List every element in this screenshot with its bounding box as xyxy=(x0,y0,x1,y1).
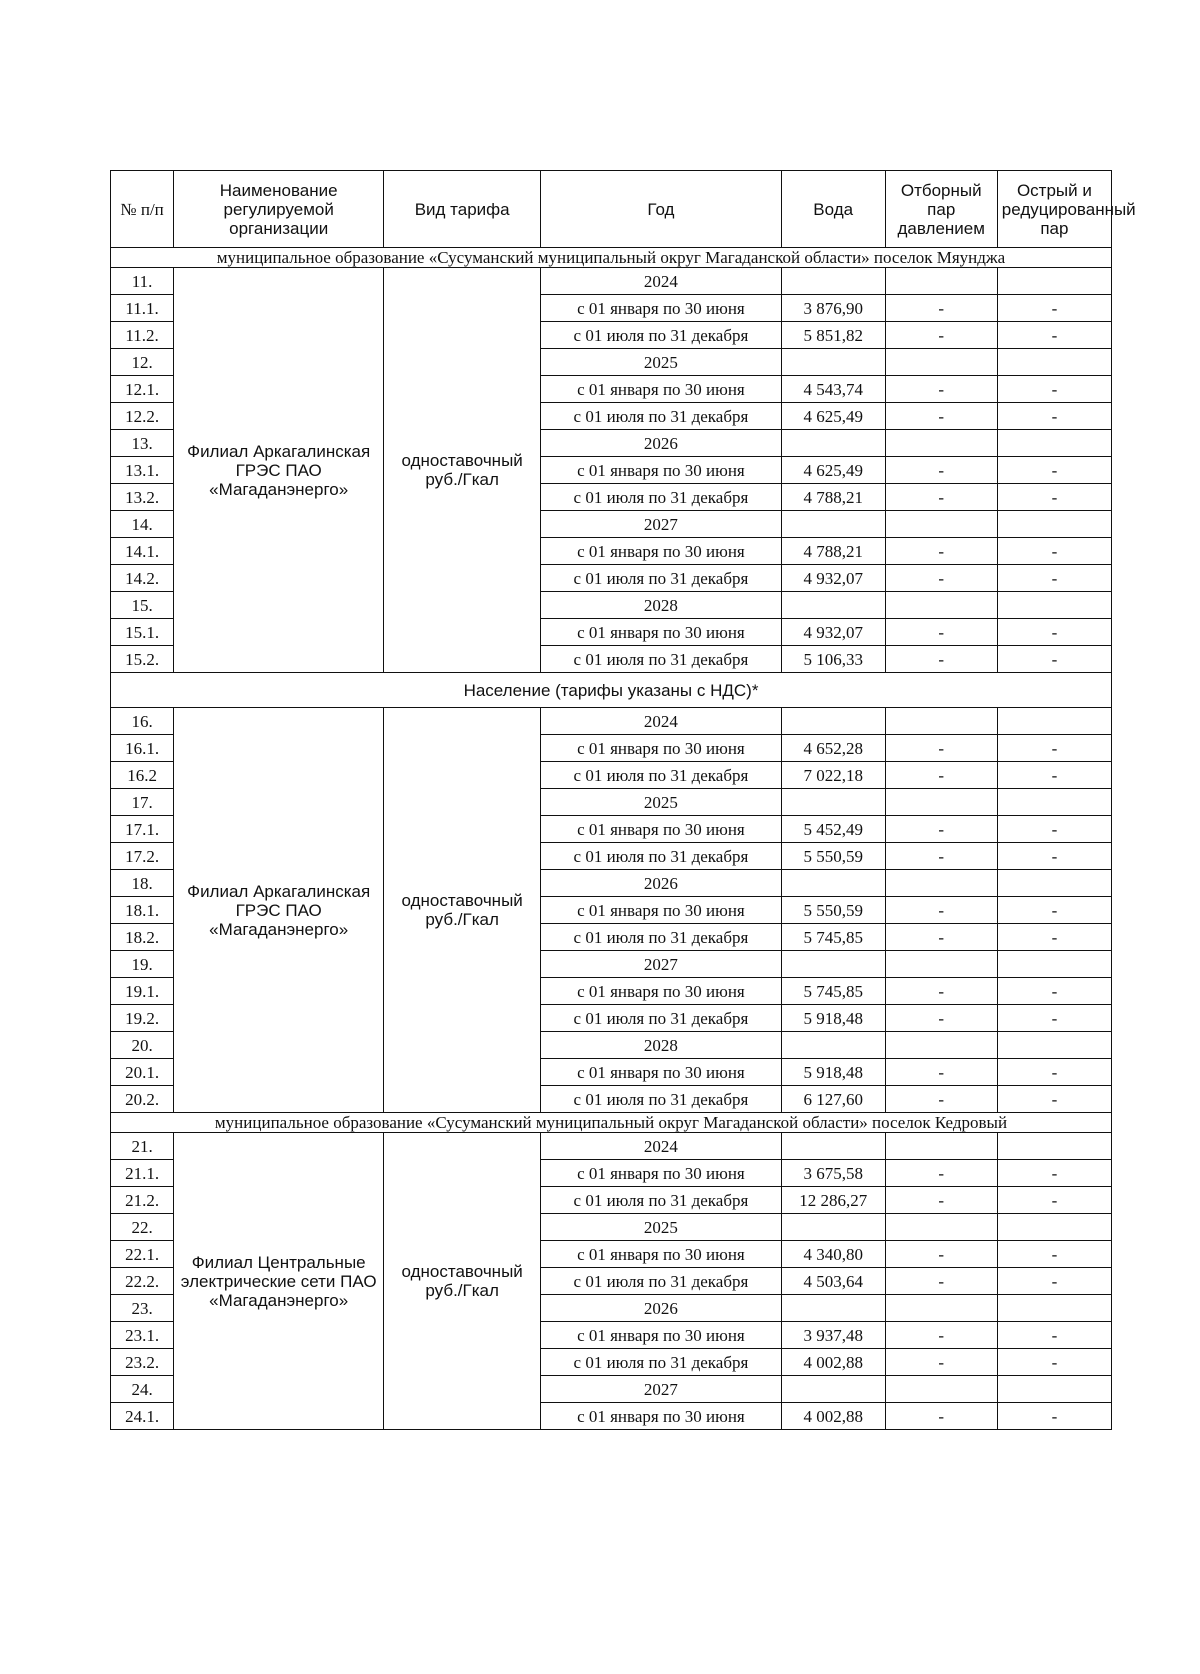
water-price: 5 550,59 xyxy=(781,843,885,870)
period: с 01 июля по 31 декабря xyxy=(541,646,782,673)
steam-sharp-value xyxy=(997,1133,1111,1160)
steam-select-value xyxy=(885,1214,997,1241)
tariff-kind: одноставочный руб./Гкал xyxy=(384,1133,541,1430)
steam-sharp-value xyxy=(997,592,1111,619)
row-number: 14. xyxy=(111,511,174,538)
period: 2024 xyxy=(541,268,782,295)
water-price: 4 340,80 xyxy=(781,1241,885,1268)
steam-select-value xyxy=(885,268,997,295)
header-year: Год xyxy=(541,171,782,248)
water-price xyxy=(781,1214,885,1241)
section-header-row xyxy=(111,673,1112,708)
period: с 01 июля по 31 декабря xyxy=(541,484,782,511)
steam-sharp-value: - xyxy=(997,457,1111,484)
row-number: 24.1. xyxy=(111,1403,174,1430)
row-number: 13. xyxy=(111,430,174,457)
water-price: 3 876,90 xyxy=(781,295,885,322)
steam-select-value: - xyxy=(885,924,997,951)
row-number: 19. xyxy=(111,951,174,978)
row-number: 20. xyxy=(111,1032,174,1059)
period: 2028 xyxy=(541,1032,782,1059)
period: 2026 xyxy=(541,870,782,897)
water-price: 5 918,48 xyxy=(781,1059,885,1086)
water-price: 4 503,64 xyxy=(781,1268,885,1295)
water-price: 3 937,48 xyxy=(781,1322,885,1349)
steam-select-value: - xyxy=(885,1268,997,1295)
steam-select-value xyxy=(885,349,997,376)
water-price: 12 286,27 xyxy=(781,1187,885,1214)
water-price xyxy=(781,349,885,376)
period: с 01 января по 30 июня xyxy=(541,1403,782,1430)
steam-select-value: - xyxy=(885,295,997,322)
water-price: 5 550,59 xyxy=(781,897,885,924)
steam-sharp-value: - xyxy=(997,1241,1111,1268)
steam-select-value: - xyxy=(885,843,997,870)
steam-sharp-value: - xyxy=(997,1005,1111,1032)
row-number: 19.1. xyxy=(111,978,174,1005)
steam-sharp-value: - xyxy=(997,322,1111,349)
steam-select-value xyxy=(885,511,997,538)
water-price xyxy=(781,870,885,897)
tariff-document xyxy=(110,170,1136,1430)
period: с 01 января по 30 июня xyxy=(541,978,782,1005)
header-org: Наименование регулируемой организации xyxy=(174,171,384,248)
steam-select-value: - xyxy=(885,619,997,646)
row-number: 12.2. xyxy=(111,403,174,430)
water-price: 4 788,21 xyxy=(781,484,885,511)
period: 2024 xyxy=(541,708,782,735)
steam-sharp-value: - xyxy=(997,1086,1111,1113)
row-number: 22.1. xyxy=(111,1241,174,1268)
row-number: 18. xyxy=(111,870,174,897)
tariff-kind: одноставочный руб./Гкал xyxy=(384,268,541,673)
row-number: 14.1. xyxy=(111,538,174,565)
water-price: 5 106,33 xyxy=(781,646,885,673)
steam-sharp-value: - xyxy=(997,762,1111,789)
row-number: 14.2. xyxy=(111,565,174,592)
steam-sharp-value xyxy=(997,511,1111,538)
steam-select-value: - xyxy=(885,538,997,565)
steam-sharp-value xyxy=(997,1295,1111,1322)
row-number: 23.2. xyxy=(111,1349,174,1376)
section2-title: Население (тарифы указаны с НДС)* xyxy=(111,673,1112,708)
water-price: 5 851,82 xyxy=(781,322,885,349)
steam-select-value: - xyxy=(885,735,997,762)
row-number: 11.2. xyxy=(111,322,174,349)
steam-sharp-value: - xyxy=(997,924,1111,951)
steam-sharp-value xyxy=(997,870,1111,897)
steam-select-value: - xyxy=(885,457,997,484)
period: с 01 июля по 31 декабря xyxy=(541,762,782,789)
period: 2025 xyxy=(541,789,782,816)
row-number: 13.2. xyxy=(111,484,174,511)
period: с 01 июля по 31 декабря xyxy=(541,924,782,951)
period: 2027 xyxy=(541,1376,782,1403)
water-price: 5 918,48 xyxy=(781,1005,885,1032)
table-row xyxy=(111,1133,1112,1160)
row-number: 12. xyxy=(111,349,174,376)
period: с 01 января по 30 июня xyxy=(541,735,782,762)
period: с 01 января по 30 июня xyxy=(541,295,782,322)
row-number: 17.1. xyxy=(111,816,174,843)
period: 2027 xyxy=(541,951,782,978)
steam-sharp-value xyxy=(997,1032,1111,1059)
steam-sharp-value xyxy=(997,268,1111,295)
steam-sharp-value: - xyxy=(997,1187,1111,1214)
water-price: 4 625,49 xyxy=(781,403,885,430)
steam-select-value: - xyxy=(885,484,997,511)
header-steam-sharp: Острый и редуцированный пар xyxy=(997,171,1111,248)
steam-sharp-value: - xyxy=(997,1322,1111,1349)
row-number: 21. xyxy=(111,1133,174,1160)
steam-select-value: - xyxy=(885,403,997,430)
period: с 01 июля по 31 декабря xyxy=(541,1187,782,1214)
steam-sharp-value: - xyxy=(997,403,1111,430)
period: 2024 xyxy=(541,1133,782,1160)
water-price: 5 745,85 xyxy=(781,978,885,1005)
period: с 01 января по 30 июня xyxy=(541,1059,782,1086)
period: 2026 xyxy=(541,430,782,457)
water-price xyxy=(781,511,885,538)
period: 2028 xyxy=(541,592,782,619)
steam-sharp-value xyxy=(997,430,1111,457)
period: с 01 января по 30 июня xyxy=(541,376,782,403)
water-price xyxy=(781,430,885,457)
organization-name: Филиал Аркагалинская ГРЭС ПАО «Магаданэнерго» xyxy=(174,268,384,673)
steam-sharp-value xyxy=(997,1376,1111,1403)
steam-select-value: - xyxy=(885,1160,997,1187)
period: с 01 июля по 31 декабря xyxy=(541,1268,782,1295)
water-price xyxy=(781,268,885,295)
steam-select-value: - xyxy=(885,322,997,349)
steam-select-value: - xyxy=(885,1005,997,1032)
header-water: Вода xyxy=(781,171,885,248)
row-number: 11. xyxy=(111,268,174,295)
steam-select-value xyxy=(885,430,997,457)
steam-sharp-value: - xyxy=(997,978,1111,1005)
steam-select-value xyxy=(885,870,997,897)
row-number: 17.2. xyxy=(111,843,174,870)
period: с 01 июля по 31 декабря xyxy=(541,322,782,349)
water-price xyxy=(781,592,885,619)
period: с 01 июля по 31 декабря xyxy=(541,565,782,592)
water-price: 4 002,88 xyxy=(781,1403,885,1430)
steam-sharp-value: - xyxy=(997,897,1111,924)
water-price xyxy=(781,951,885,978)
steam-select-value: - xyxy=(885,1241,997,1268)
row-number: 16.1. xyxy=(111,735,174,762)
row-number: 18.2. xyxy=(111,924,174,951)
steam-select-value: - xyxy=(885,1086,997,1113)
steam-sharp-value xyxy=(997,349,1111,376)
steam-select-value: - xyxy=(885,646,997,673)
period: 2026 xyxy=(541,1295,782,1322)
row-number: 16. xyxy=(111,708,174,735)
steam-select-value: - xyxy=(885,897,997,924)
tariff-kind: одноставочный руб./Гкал xyxy=(384,708,541,1113)
steam-select-value xyxy=(885,708,997,735)
steam-select-value: - xyxy=(885,376,997,403)
header-num: № п/п xyxy=(111,171,174,248)
steam-select-value xyxy=(885,1295,997,1322)
row-number: 21.1. xyxy=(111,1160,174,1187)
steam-sharp-value: - xyxy=(997,538,1111,565)
period: 2025 xyxy=(541,349,782,376)
steam-sharp-value: - xyxy=(997,1160,1111,1187)
period: с 01 января по 30 июня xyxy=(541,897,782,924)
section1-title: муниципальное образование «Сусуманский муниципальный округ Магаданской области» поселок Мяунджа xyxy=(111,248,1112,268)
row-number: 13.1. xyxy=(111,457,174,484)
steam-sharp-value: - xyxy=(997,1059,1111,1086)
steam-select-value xyxy=(885,1133,997,1160)
row-number: 17. xyxy=(111,789,174,816)
period: с 01 января по 30 июня xyxy=(541,1160,782,1187)
steam-sharp-value xyxy=(997,708,1111,735)
row-number: 15.1. xyxy=(111,619,174,646)
organization-name: Филиал Аркагалинская ГРЭС ПАО «Магаданэнерго» xyxy=(174,708,384,1113)
water-price: 4 002,88 xyxy=(781,1349,885,1376)
row-number: 19.2. xyxy=(111,1005,174,1032)
row-number: 22. xyxy=(111,1214,174,1241)
organization-name: Филиал Центральные электрические сети ПАО «Магаданэнерго» xyxy=(174,1133,384,1430)
row-number: 20.1. xyxy=(111,1059,174,1086)
water-price: 6 127,60 xyxy=(781,1086,885,1113)
section3-title: муниципальное образование «Сусуманский муниципальный округ Магаданской области» поселок Кедровый xyxy=(111,1113,1112,1133)
tariff-table xyxy=(110,170,1136,1430)
steam-select-value: - xyxy=(885,1349,997,1376)
period: с 01 января по 30 июня xyxy=(541,538,782,565)
row-number: 15. xyxy=(111,592,174,619)
water-price: 3 675,58 xyxy=(781,1160,885,1187)
row-number: 24. xyxy=(111,1376,174,1403)
steam-select-value xyxy=(885,1376,997,1403)
steam-sharp-value: - xyxy=(997,1403,1111,1430)
period: с 01 января по 30 июня xyxy=(541,1322,782,1349)
row-number: 16.2 xyxy=(111,762,174,789)
steam-select-value: - xyxy=(885,1187,997,1214)
period: 2025 xyxy=(541,1214,782,1241)
steam-select-value: - xyxy=(885,1322,997,1349)
water-price: 7 022,18 xyxy=(781,762,885,789)
steam-sharp-value: - xyxy=(997,619,1111,646)
section-header-row xyxy=(111,1113,1112,1133)
row-number: 11.1. xyxy=(111,295,174,322)
row-number: 23. xyxy=(111,1295,174,1322)
steam-sharp-value: - xyxy=(997,376,1111,403)
steam-select-value xyxy=(885,1032,997,1059)
steam-sharp-value: - xyxy=(997,1268,1111,1295)
row-number: 15.2. xyxy=(111,646,174,673)
water-price: 4 625,49 xyxy=(781,457,885,484)
period: с 01 января по 30 июня xyxy=(541,619,782,646)
header-kind: Вид тарифа xyxy=(384,171,541,248)
steam-select-value: - xyxy=(885,978,997,1005)
water-price xyxy=(781,1133,885,1160)
row-number: 18.1. xyxy=(111,897,174,924)
steam-sharp-value: - xyxy=(997,565,1111,592)
period: с 01 июля по 31 декабря xyxy=(541,1349,782,1376)
steam-sharp-value: - xyxy=(997,735,1111,762)
period: с 01 июля по 31 декабря xyxy=(541,1005,782,1032)
water-price xyxy=(781,789,885,816)
steam-sharp-value: - xyxy=(997,1349,1111,1376)
steam-select-value xyxy=(885,592,997,619)
steam-select-value: - xyxy=(885,762,997,789)
water-price xyxy=(781,1032,885,1059)
table-row xyxy=(111,708,1112,735)
water-price: 5 745,85 xyxy=(781,924,885,951)
period: с 01 июля по 31 декабря xyxy=(541,843,782,870)
steam-select-value xyxy=(885,789,997,816)
row-number: 21.2. xyxy=(111,1187,174,1214)
period: с 01 января по 30 июня xyxy=(541,457,782,484)
steam-sharp-value xyxy=(997,789,1111,816)
row-number: 23.1. xyxy=(111,1322,174,1349)
steam-select-value xyxy=(885,951,997,978)
water-price xyxy=(781,1295,885,1322)
steam-select-value: - xyxy=(885,816,997,843)
period: с 01 января по 30 июня xyxy=(541,1241,782,1268)
row-number: 22.2. xyxy=(111,1268,174,1295)
steam-select-value: - xyxy=(885,1403,997,1430)
table-row xyxy=(111,268,1112,295)
steam-sharp-value: - xyxy=(997,295,1111,322)
row-number: 20.2. xyxy=(111,1086,174,1113)
steam-sharp-value: - xyxy=(997,646,1111,673)
steam-select-value: - xyxy=(885,1059,997,1086)
period: с 01 января по 30 июня xyxy=(541,816,782,843)
steam-sharp-value xyxy=(997,951,1111,978)
water-price: 4 932,07 xyxy=(781,565,885,592)
water-price xyxy=(781,1376,885,1403)
row-number: 12.1. xyxy=(111,376,174,403)
steam-sharp-value xyxy=(997,1214,1111,1241)
period: с 01 июля по 31 декабря xyxy=(541,403,782,430)
water-price: 4 788,21 xyxy=(781,538,885,565)
steam-sharp-value: - xyxy=(997,816,1111,843)
period: 2027 xyxy=(541,511,782,538)
water-price: 4 543,74 xyxy=(781,376,885,403)
header-steam-select: Отборный пар давлением xyxy=(885,171,997,248)
water-price: 4 652,28 xyxy=(781,735,885,762)
steam-select-value: - xyxy=(885,565,997,592)
water-price: 4 932,07 xyxy=(781,619,885,646)
water-price xyxy=(781,708,885,735)
water-price: 5 452,49 xyxy=(781,816,885,843)
section-header-row xyxy=(111,248,1112,268)
period: с 01 июля по 31 декабря xyxy=(541,1086,782,1113)
steam-sharp-value: - xyxy=(997,843,1111,870)
steam-sharp-value: - xyxy=(997,484,1111,511)
